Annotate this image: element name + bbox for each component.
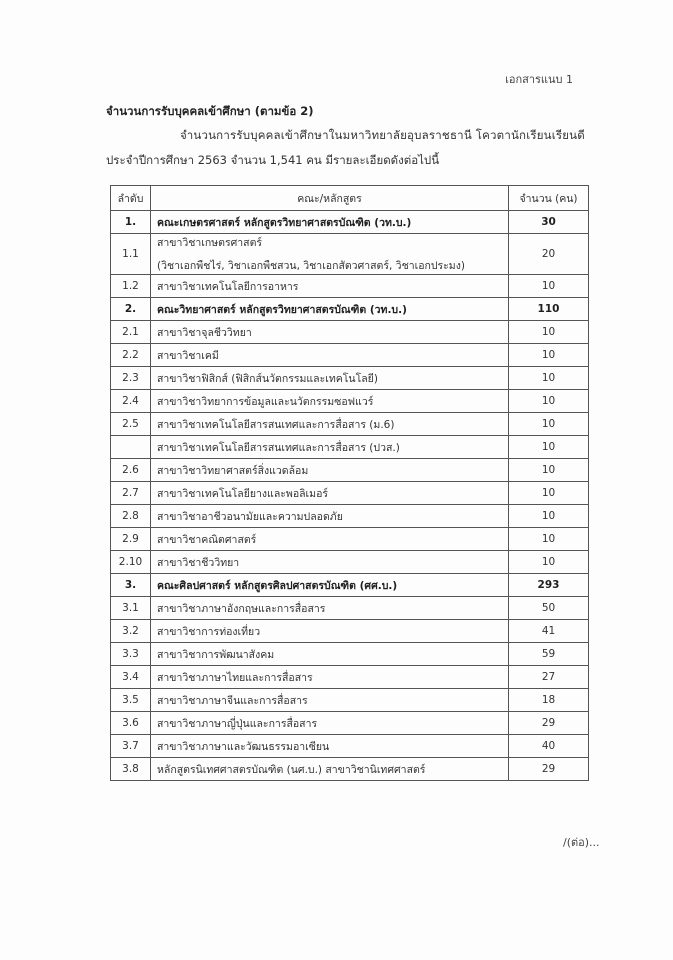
- faculty-row: [111, 211, 589, 234]
- program-name-text: หลักสูตรนิเทศศาสตรบัณฑิต (นศ.บ.) สาขาวิชานิเทศศาสตร์: [157, 763, 426, 776]
- row-program-name: [151, 436, 509, 459]
- row-order: 2.2: [111, 344, 151, 367]
- program-name-text: คณะศิลปศาสตร์ หลักสูตรศิลปศาสตรบัณฑิต (ศศ.บ.): [157, 579, 398, 592]
- row-count: 18: [509, 689, 589, 712]
- table-row: [111, 482, 589, 505]
- table-row: [111, 528, 589, 551]
- row-count: 41: [509, 620, 589, 643]
- table-row: [111, 367, 589, 390]
- row-program-name: [151, 758, 509, 781]
- intro-line-1: จำนวนการรับบุคคลเข้าศึกษาในมหาวิทยาลัยอุบลราชธานี โควตานักเรียนเรียนดี: [180, 128, 585, 142]
- row-order: 3.1: [111, 597, 151, 620]
- program-name-text: สาขาวิชาเทคโนโลยีการอาหาร: [157, 280, 299, 293]
- header-order: ลำดับ: [111, 186, 151, 211]
- row-order: 3.2: [111, 620, 151, 643]
- row-order: 2.5: [111, 413, 151, 436]
- program-name-text: คณะเกษตรศาสตร์ หลักสูตรวิทยาศาสตรบัณฑิต (วท.บ.): [157, 216, 412, 229]
- program-name-text: สาขาวิชาวิทยาศาสตร์สิ่งแวดล้อม: [157, 464, 309, 477]
- table-row: [111, 597, 589, 620]
- program-name-text: สาขาวิชาเกษตรศาสตร์: [157, 237, 263, 249]
- row-program-name: [151, 459, 509, 482]
- row-program-name: [151, 321, 509, 344]
- program-name-text: สาขาวิชาวิทยาการข้อมูลและนวัตกรรมซอฟแวร์: [157, 395, 374, 408]
- row-order: 3.4: [111, 666, 151, 689]
- program-name-text: สาขาวิชาเทคโนโลยียางและพอลิเมอร์: [157, 487, 329, 500]
- row-count: 27: [509, 666, 589, 689]
- row-count: 10: [509, 436, 589, 459]
- row-count: 59: [509, 643, 589, 666]
- row-order: [111, 436, 151, 459]
- row-order: 3.: [111, 574, 151, 597]
- program-name-detail: (วิชาเอกพืชไร่, วิชาเอกพืชสวน, วิชาเอกสัตวศาสตร์, วิชาเอกประมง): [157, 260, 465, 272]
- row-order: 3.5: [111, 689, 151, 712]
- table-row: [111, 735, 589, 758]
- table-row: [111, 758, 589, 781]
- table-row: [111, 712, 589, 735]
- row-order: 1.: [111, 211, 151, 234]
- program-name-text: สาขาวิชาชีววิทยา: [157, 556, 240, 569]
- table-row: [111, 505, 589, 528]
- row-count: 10: [509, 459, 589, 482]
- row-program-name: [151, 735, 509, 758]
- row-program-name: [151, 505, 509, 528]
- row-program-name: [151, 620, 509, 643]
- row-order: 2.7: [111, 482, 151, 505]
- attachment-label: เอกสารแนบ 1: [505, 73, 573, 86]
- row-order: 1.2: [111, 275, 151, 298]
- table-row: [111, 689, 589, 712]
- row-order: 2.9: [111, 528, 151, 551]
- intro-line-2: ประจำปีการศึกษา 2563 จำนวน 1,541 คน มีรายละเอียดดังต่อไปนี้: [106, 153, 440, 167]
- row-order: 2.1: [111, 321, 151, 344]
- row-program-name: [151, 689, 509, 712]
- row-program-name: [151, 482, 509, 505]
- program-name-text: สาขาวิชาภาษาและวัฒนธรรมอาเซียน: [157, 740, 330, 753]
- row-count: 293: [509, 574, 589, 597]
- table-row: [111, 234, 589, 275]
- row-order: 3.8: [111, 758, 151, 781]
- row-order: 3.3: [111, 643, 151, 666]
- continued-note: /(ต่อ)...: [563, 836, 600, 849]
- row-program-name: [151, 275, 509, 298]
- program-name-text: สาขาวิชาอาชีวอนามัยและความปลอดภัย: [157, 510, 343, 523]
- row-program-name: [151, 344, 509, 367]
- row-count: 29: [509, 758, 589, 781]
- row-program-name: [151, 574, 509, 597]
- row-program-name: [151, 712, 509, 735]
- row-count: 10: [509, 390, 589, 413]
- admission-quota-table: [110, 185, 589, 781]
- row-order: 2.3: [111, 367, 151, 390]
- row-count: 10: [509, 505, 589, 528]
- row-count: 10: [509, 528, 589, 551]
- row-count: 30: [509, 211, 589, 234]
- faculty-row: [111, 574, 589, 597]
- table-row: [111, 390, 589, 413]
- row-count: 40: [509, 735, 589, 758]
- program-name-text: สาขาวิชาคณิตศาสตร์: [157, 533, 257, 546]
- program-name-text: สาขาวิชาเทคโนโลยีสารสนเทศและการสื่อสาร (ปวส.): [157, 441, 400, 454]
- row-program-name: [151, 211, 509, 234]
- row-order: 2.6: [111, 459, 151, 482]
- program-name-text: สาขาวิชาจุลชีววิทยา: [157, 326, 252, 339]
- row-count: 10: [509, 551, 589, 574]
- table-row: [111, 413, 589, 436]
- program-name-text: สาขาวิชาภาษาจีนและการสื่อสาร: [157, 694, 308, 707]
- table-row: [111, 643, 589, 666]
- program-name-text: สาขาวิชาเคมี: [157, 349, 219, 362]
- header-faculty-program: คณะ/หลักสูตร: [151, 186, 509, 211]
- table-header-row: [111, 186, 589, 211]
- faculty-row: [111, 298, 589, 321]
- row-program-name: [151, 643, 509, 666]
- row-count: 10: [509, 413, 589, 436]
- row-order: 2.8: [111, 505, 151, 528]
- row-order: 1.1: [111, 234, 151, 275]
- program-name-text: สาขาวิชาภาษาญี่ปุ่นและการสื่อสาร: [157, 717, 318, 730]
- table-row: [111, 436, 589, 459]
- table-row: [111, 344, 589, 367]
- row-program-name: [151, 597, 509, 620]
- row-count: 10: [509, 482, 589, 505]
- table-row: [111, 620, 589, 643]
- row-count: 110: [509, 298, 589, 321]
- table-row: [111, 321, 589, 344]
- row-count: 10: [509, 275, 589, 298]
- program-name-text: สาขาวิชาภาษาไทยและการสื่อสาร: [157, 671, 313, 684]
- row-count: 29: [509, 712, 589, 735]
- header-count: จำนวน (คน): [509, 186, 589, 211]
- row-program-name: [151, 528, 509, 551]
- row-count: 50: [509, 597, 589, 620]
- row-order: 3.6: [111, 712, 151, 735]
- table-row: [111, 275, 589, 298]
- program-name-text: สาขาวิชาภาษาอังกฤษและการสื่อสาร: [157, 602, 326, 615]
- row-program-name: [151, 551, 509, 574]
- row-program-name: [151, 666, 509, 689]
- row-program-name: [151, 298, 509, 321]
- row-count: 10: [509, 344, 589, 367]
- row-order: 2.: [111, 298, 151, 321]
- table-row: [111, 459, 589, 482]
- program-name-text: สาขาวิชาการท่องเที่ยว: [157, 625, 261, 638]
- program-name-text: สาขาวิชาการพัฒนาสังคม: [157, 648, 275, 661]
- program-name-text: คณะวิทยาศาสตร์ หลักสูตรวิทยาศาสตรบัณฑิต (วท.บ.): [157, 303, 407, 316]
- row-count: 10: [509, 321, 589, 344]
- program-name-text: สาขาวิชาเทคโนโลยีสารสนเทศและการสื่อสาร (ม.6): [157, 418, 395, 431]
- row-order: 3.7: [111, 735, 151, 758]
- row-count: 20: [509, 234, 589, 275]
- table-row: [111, 666, 589, 689]
- row-count: 10: [509, 367, 589, 390]
- row-program-name: [151, 413, 509, 436]
- row-program-name: [151, 367, 509, 390]
- document-heading: จำนวนการรับบุคคลเข้าศึกษา (ตามข้อ 2): [106, 104, 314, 118]
- row-order: 2.10: [111, 551, 151, 574]
- table-row: [111, 551, 589, 574]
- row-program-name: [151, 234, 509, 275]
- row-order: 2.4: [111, 390, 151, 413]
- program-name-text: สาขาวิชาฟิสิกส์ (ฟิสิกส์นวัตกรรมและเทคโนโลยี): [157, 372, 378, 385]
- row-program-name: [151, 390, 509, 413]
